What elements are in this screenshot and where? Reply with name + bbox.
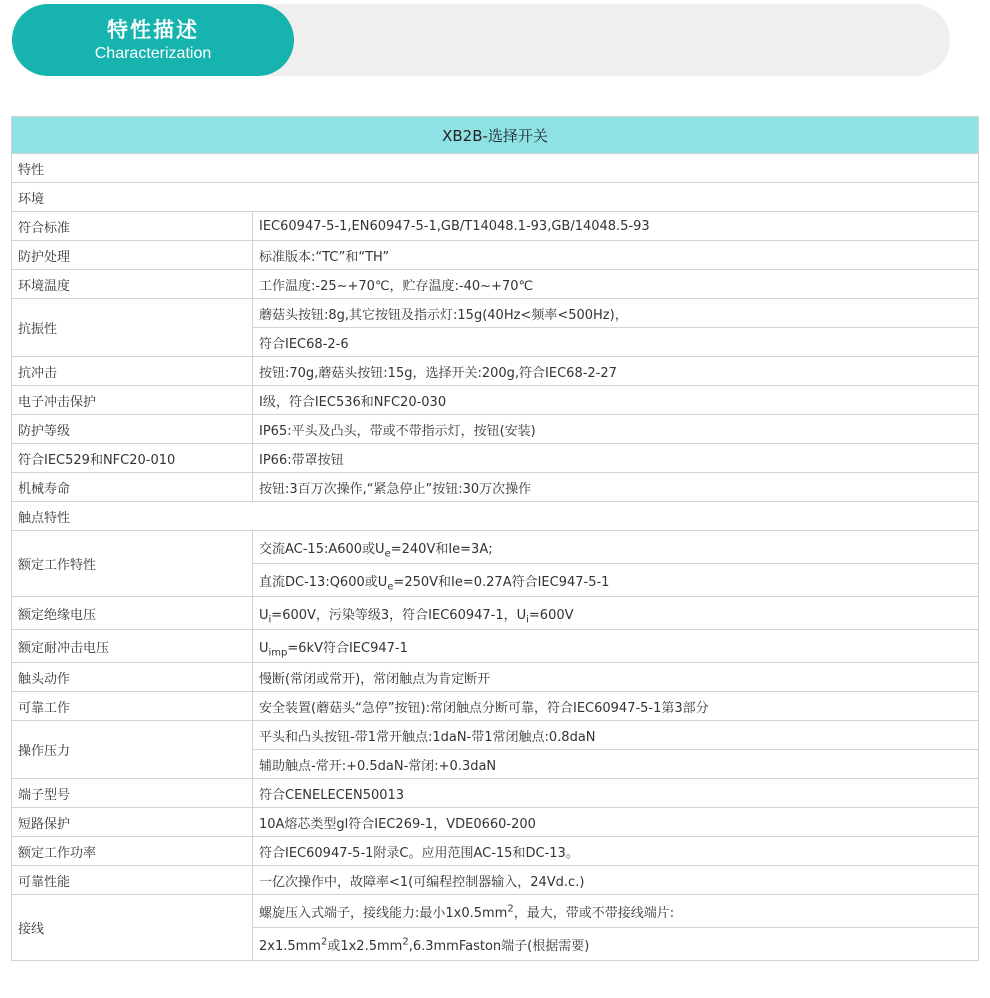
text: ,6.3mmFaston端子(根据需要)	[408, 938, 590, 954]
text: =250V和Ie=0.27A符合IEC947-5-1	[393, 574, 610, 590]
row-value: 平头和凸头按钮-带1常开触点:1daN-带1常闭触点:0.8daN	[253, 721, 979, 750]
row-value: 符合IEC68-2-6	[253, 328, 979, 357]
subscript: e	[387, 581, 394, 593]
section-title-cn: 特性描述	[107, 18, 199, 42]
text: 螺旋压入式端子，接线能力:最小1x0.5mm	[259, 905, 508, 921]
spec-table	[11, 116, 979, 961]
text: =240V和Ie=3A;	[390, 541, 493, 557]
row-value: IP66:带罩按钮	[253, 444, 979, 473]
row-label: 短路保护	[12, 808, 253, 837]
row-label: 机械寿命	[12, 473, 253, 502]
text: U	[259, 640, 269, 656]
superscript: 2	[320, 936, 328, 948]
row-label: 符合IEC529和NFC20-010	[12, 444, 253, 473]
text: 交流AC-15:A600或U	[259, 541, 385, 557]
row-label: 操作压力	[12, 721, 253, 779]
row-value: 辅助触点-常开:+0.5daN-常闭:+0.3daN	[253, 750, 979, 779]
row-label: 抗振性	[12, 299, 253, 357]
row-label: 触头动作	[12, 663, 253, 692]
text: =600V，污染等级3，符合IEC60947-1，U	[271, 607, 527, 623]
row-label: 可靠工作	[12, 692, 253, 721]
section-title-en: Characterization	[94, 45, 212, 62]
section-banner	[12, 4, 294, 76]
row-value: IP65:平头及凸头，带或不带指示灯，按钮(安装)	[253, 415, 979, 444]
row-label: 额定工作特性	[12, 531, 253, 597]
text: U	[259, 607, 269, 623]
row-value: 安全装置(蘑菇头“急停”按钮):常闭触点分断可靠，符合IEC60947-5-1第3部分	[253, 692, 979, 721]
text: 或1x2.5mm	[327, 938, 403, 954]
row-label: 防护等级	[12, 415, 253, 444]
row-label: 抗冲击	[12, 357, 253, 386]
superscript: 2	[507, 903, 514, 915]
row-value: 符合CENELECEN50013	[253, 779, 979, 808]
text: ，最大，带或不带接线端片:	[513, 905, 675, 921]
row-label: 可靠性能	[12, 866, 253, 895]
row-label: 环境温度	[12, 270, 253, 299]
row-value: 标准版本:“TC”和“TH”	[253, 241, 979, 270]
row-value	[253, 895, 979, 928]
section-contacts: 触点特性	[12, 502, 979, 531]
row-label: 接线	[12, 895, 253, 961]
row-label: 符合标准	[12, 212, 253, 241]
row-value: 一亿次操作中，故障率<1(可编程控制器输入，24Vd.c.)	[253, 866, 979, 895]
row-value	[253, 928, 979, 961]
row-label: 电子冲击保护	[12, 386, 253, 415]
text: 直流DC-13:Q600或U	[259, 574, 388, 590]
row-value	[253, 564, 979, 597]
row-value: 按钮:3百万次操作,“紧急停止”按钮:30万次操作	[253, 473, 979, 502]
subscript: i	[268, 614, 272, 626]
row-label: 额定耐冲击电压	[12, 630, 253, 663]
row-value: 蘑菇头按钮:8g,其它按钮及指示灯:15g(40Hz<频率<500Hz)，	[253, 299, 979, 328]
row-value: IEC60947-5-1,EN60947-5-1,GB/T14048.1-93,GB/14048.5-93	[253, 212, 979, 241]
row-value: 符合IEC60947-5-1附录C。应用范围AC-15和DC-13。	[253, 837, 979, 866]
row-value: 按钮:70g,蘑菇头按钮:15g，选择开关:200g,符合IEC68-2-27	[253, 357, 979, 386]
section-characteristics: 特性	[12, 154, 979, 183]
table-title: XB2B-选择开关	[12, 117, 979, 154]
row-value	[253, 630, 979, 663]
row-value	[253, 531, 979, 564]
section-environment: 环境	[12, 183, 979, 212]
subscript: e	[384, 548, 391, 560]
row-label: 额定工作功率	[12, 837, 253, 866]
row-label: 端子型号	[12, 779, 253, 808]
row-value: 工作温度:-25~+70℃，贮存温度:-40~+70℃	[253, 270, 979, 299]
row-value: I级，符合IEC536和NFC20-030	[253, 386, 979, 415]
superscript: 2	[402, 936, 409, 948]
subscript: imp	[268, 647, 288, 659]
row-label: 防护处理	[12, 241, 253, 270]
text: =6kV符合IEC947-1	[287, 640, 408, 656]
row-value: 慢断(常闭或常开)，常闭触点为肯定断开	[253, 663, 979, 692]
text: 2x1.5mm	[259, 938, 321, 954]
row-value	[253, 597, 979, 630]
row-label: 额定绝缘电压	[12, 597, 253, 630]
text: =600V	[528, 607, 574, 623]
subscript: i	[526, 614, 529, 626]
row-value: 10A熔芯类型gl符合IEC269-1，VDE0660-200	[253, 808, 979, 837]
